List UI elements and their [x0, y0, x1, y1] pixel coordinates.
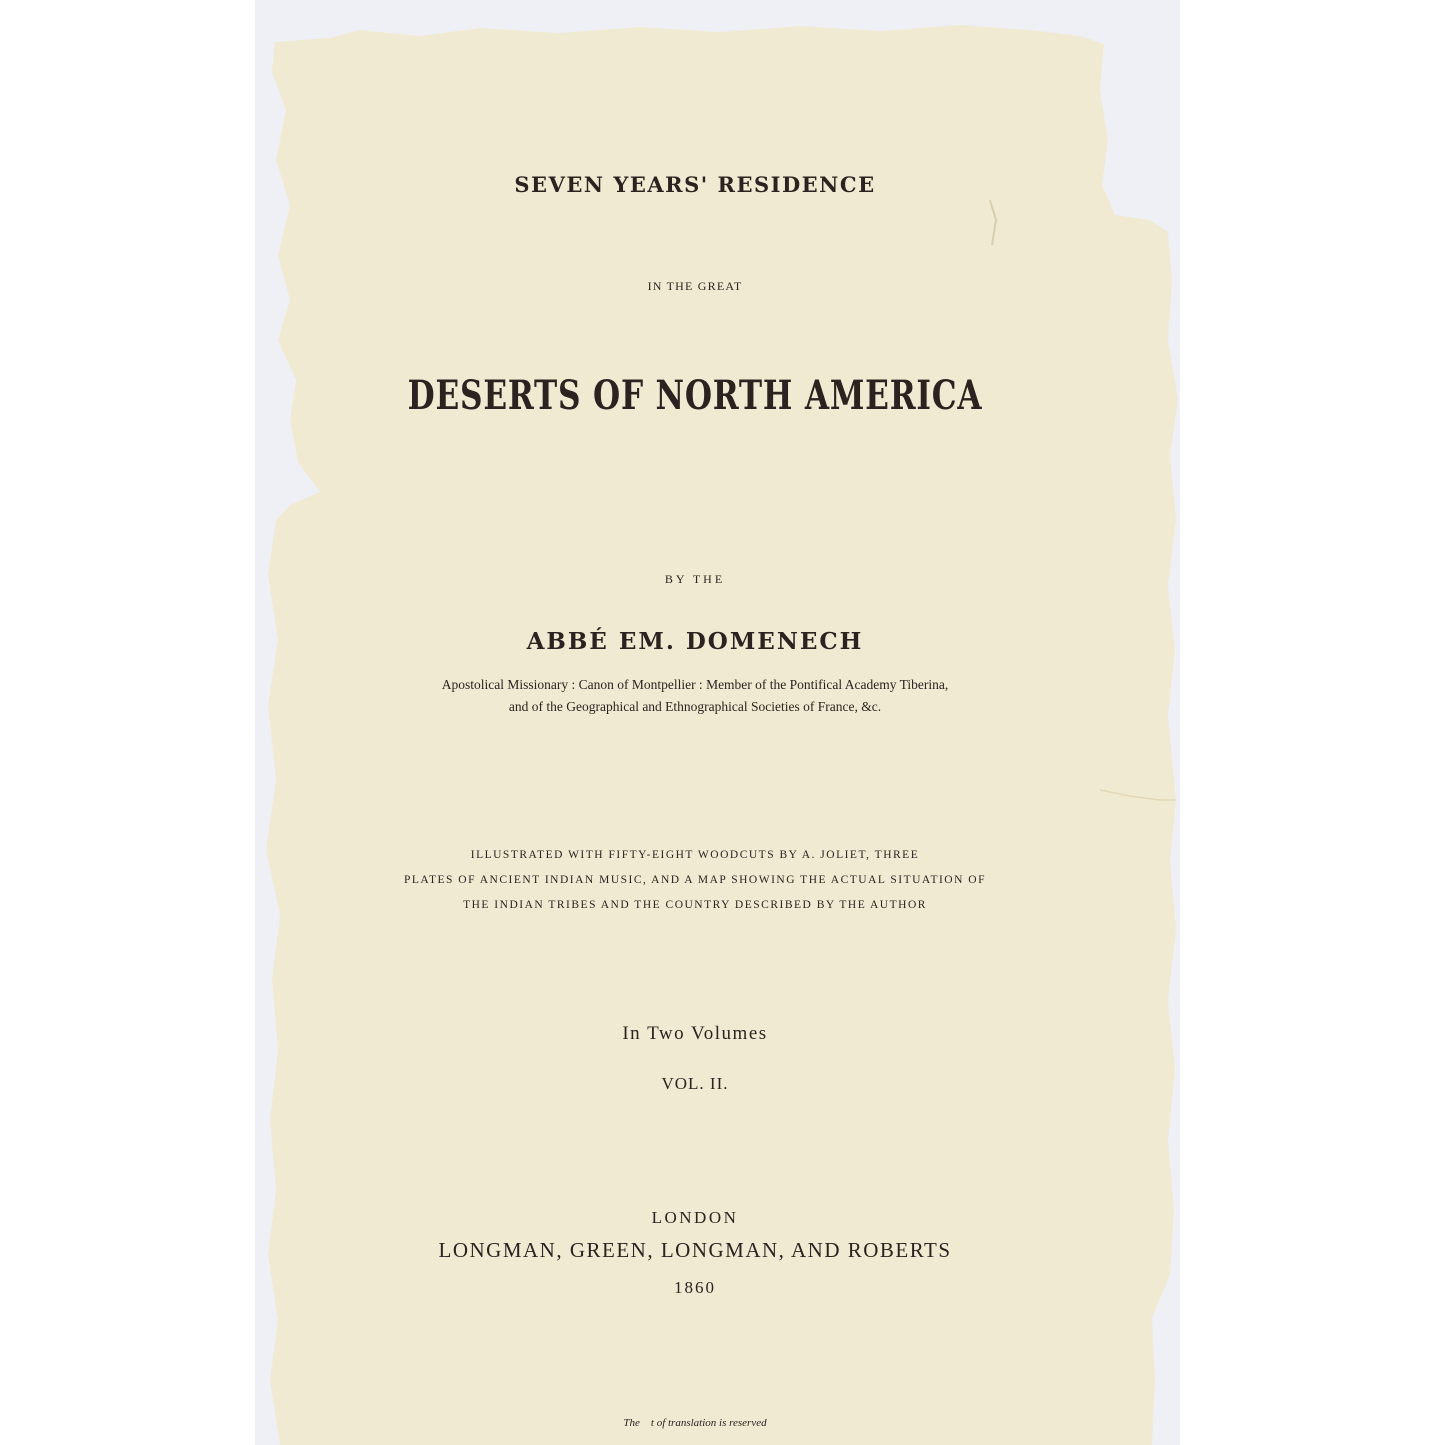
credentials-line-2: and of the Geographical and Ethnographical Societies of France, &c.	[508, 699, 882, 714]
illustrations-line-3: THE INDIAN TRIBES AND THE COUNTRY DESCRIBED BY THE AUTHOR	[463, 899, 927, 911]
credentials-line-1: Apostolical Missionary : Canon of Montpellier : Member of the Pontifical Academy Tiberina,	[441, 677, 949, 692]
author-name: ABBÉ EM. DOMENECH	[526, 628, 864, 655]
volume-number: VOL. II.	[661, 1074, 729, 1093]
illustrations-line-2: PLATES OF ANCIENT INDIAN MUSIC, AND A MAP SHOWING THE ACTUAL SITUATION OF	[404, 874, 986, 886]
publication-year: 1860	[674, 1278, 716, 1297]
volumes-note: In Two Volumes	[622, 1023, 768, 1044]
title-mid: IN THE GREAT	[647, 279, 743, 293]
illustrations-note	[330, 843, 1060, 918]
title-main: DESERTS OF NORTH AMERICA	[407, 372, 983, 419]
translation-notice: The t of translation is reserved	[623, 1417, 767, 1429]
publisher-city: LONDON	[651, 1208, 739, 1227]
byline: BY THE	[664, 572, 726, 586]
publisher-name: LONGMAN, GREEN, LONGMAN, AND ROBERTS	[438, 1238, 952, 1262]
title-top: SEVEN YEARS' RESIDENCE	[514, 172, 876, 197]
author-credentials	[270, 674, 1120, 718]
illustrations-line-1: ILLUSTRATED WITH FIFTY-EIGHT WOODCUTS BY A. JOLIET, THREE	[470, 849, 920, 861]
